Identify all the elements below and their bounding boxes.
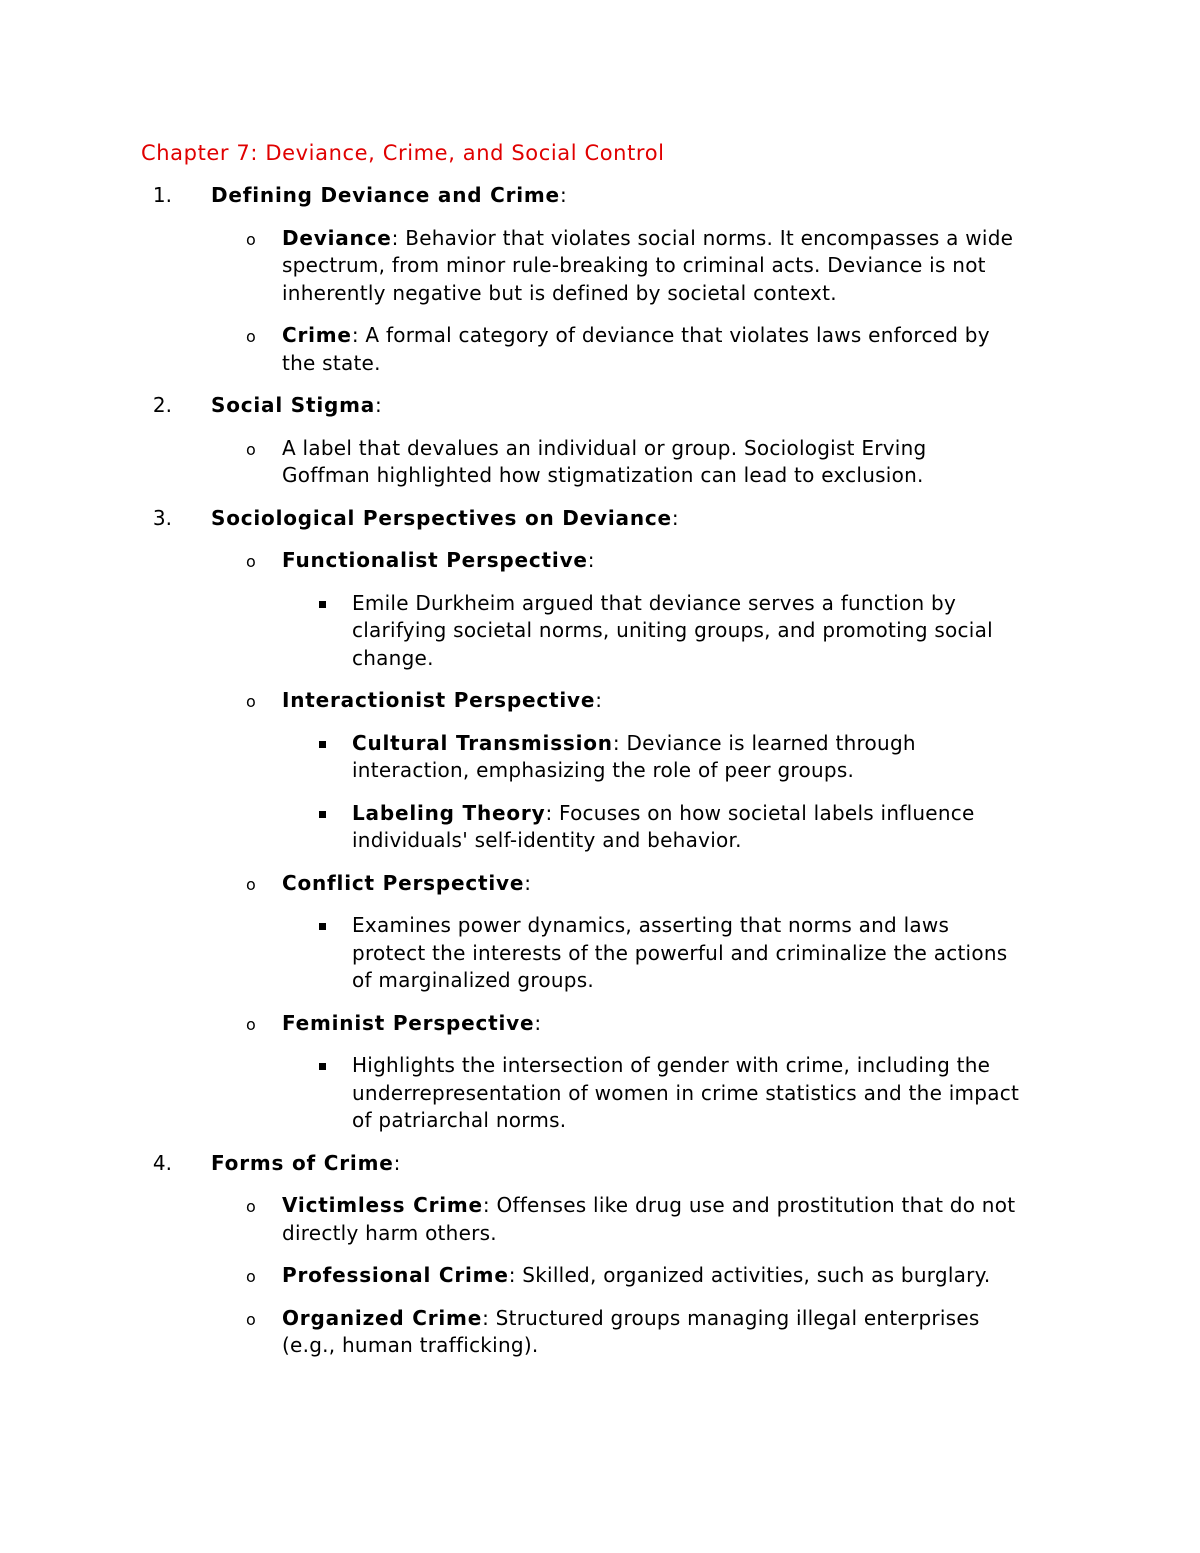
sub-item-line: change. (352, 645, 434, 670)
list-item-term: Deviance (282, 225, 392, 250)
section-heading-text: Social Stigma (211, 393, 376, 417)
square-bullet-icon (319, 741, 326, 748)
subheading-text: Interactionist Perspective (282, 688, 596, 712)
list-item-line: spectrum, from minor rule-breaking to criminal acts. Deviance is not (282, 253, 986, 277)
list-item-line: inherently negative but is defined by societal context. (282, 280, 837, 305)
circle-bullet-icon: o (246, 229, 256, 249)
section-number: 3. (152, 505, 172, 530)
subheading: Functionalist Perspective: (282, 548, 595, 572)
section-heading-text: Forms of Crime (211, 1150, 394, 1175)
square-bullet-icon (319, 1063, 326, 1070)
list-item-line: Deviance: Behavior that violates social norms. It encompasses a wide (282, 225, 1014, 250)
section-number: 4. (152, 1150, 172, 1175)
list-item-line: Organized Crime: Structured groups managing illegal enterprises (282, 1305, 980, 1330)
subheading: Feminist Perspective: (282, 1010, 542, 1035)
list-item-line: Professional Crime: Skilled, organized activities, such as burglary. (282, 1263, 991, 1287)
square-bullet-icon (319, 923, 326, 930)
list-item-line: Crime: A formal category of deviance that violates laws enforced by (282, 323, 990, 347)
subheading: Conflict Perspective: (282, 870, 532, 895)
page-title: Chapter 7: Deviance, Crime, and Social Control (141, 141, 665, 165)
square-bullet-icon (319, 601, 326, 608)
circle-bullet-icon: o (246, 1197, 256, 1216)
list-item-line: (e.g., human trafficking). (282, 1333, 539, 1357)
sub-item-term: Labeling Theory (352, 800, 546, 825)
subheading-text: Functionalist Perspective (282, 548, 588, 572)
sub-item-line: clarifying societal norms, uniting groups, and promoting social (352, 618, 993, 642)
subheading-text: Conflict Perspective (282, 870, 525, 895)
circle-bullet-icon: o (246, 439, 256, 459)
sub-item-line: of marginalized groups. (352, 968, 595, 992)
circle-bullet-icon: o (246, 692, 256, 711)
circle-bullet-icon: o (246, 1309, 256, 1329)
list-item-line: Goffman highlighted how stigmatization can lead to exclusion. (282, 463, 924, 487)
section-heading-text: Sociological Perspectives on Deviance (211, 505, 672, 530)
list-item-line: A label that devalues an individual or group. Sociologist Erving (282, 435, 927, 460)
section-heading: Forms of Crime: (211, 1150, 401, 1175)
list-item-line: the state. (282, 350, 381, 375)
circle-bullet-icon: o (246, 552, 256, 571)
list-item-term: Organized Crime (282, 1305, 483, 1330)
sub-item-line: interaction, emphasizing the role of peer groups. (352, 758, 855, 782)
subheading: Interactionist Perspective: (282, 688, 603, 712)
sub-item-line: Examines power dynamics, asserting that norms and laws (352, 913, 950, 937)
section-heading: Defining Deviance and Crime: (211, 183, 567, 207)
list-item-line: directly harm others. (282, 1220, 497, 1245)
list-item-term: Crime (282, 323, 352, 347)
subheading-text: Feminist Perspective (282, 1010, 535, 1035)
circle-bullet-icon: o (246, 1014, 256, 1034)
sub-item-line: Highlights the intersection of gender with crime, including the (352, 1053, 991, 1077)
section-number: 1. (152, 183, 172, 207)
sub-item-line: individuals' self-identity and behavior. (352, 828, 742, 852)
section-number: 2. (152, 393, 172, 417)
list-item-term: Victimless Crime (282, 1193, 483, 1217)
circle-bullet-icon: o (246, 874, 256, 894)
square-bullet-icon (319, 811, 326, 818)
sub-item-term: Cultural Transmission (352, 730, 613, 755)
section-heading: Social Stigma: (211, 393, 383, 417)
sub-item-line: protect the interests of the powerful and criminalize the actions (352, 940, 1008, 965)
sub-item-line: Cultural Transmission: Deviance is learned through (352, 730, 916, 755)
list-item-term: Professional Crime (282, 1263, 509, 1287)
section-heading: Sociological Perspectives on Deviance: (211, 505, 679, 530)
sub-item-line: of patriarchal norms. (352, 1108, 567, 1132)
section-heading-text: Defining Deviance and Crime (211, 183, 560, 207)
sub-item-line: underrepresentation of women in crime statistics and the impact (352, 1080, 1020, 1105)
sub-item-line: Labeling Theory: Focuses on how societal labels influence (352, 800, 975, 825)
list-item-line: Victimless Crime: Offenses like drug use and prostitution that do not (282, 1193, 1016, 1217)
circle-bullet-icon: o (246, 327, 256, 346)
sub-item-line: Emile Durkheim argued that deviance serves a function by (352, 590, 957, 615)
circle-bullet-icon: o (246, 1267, 256, 1286)
